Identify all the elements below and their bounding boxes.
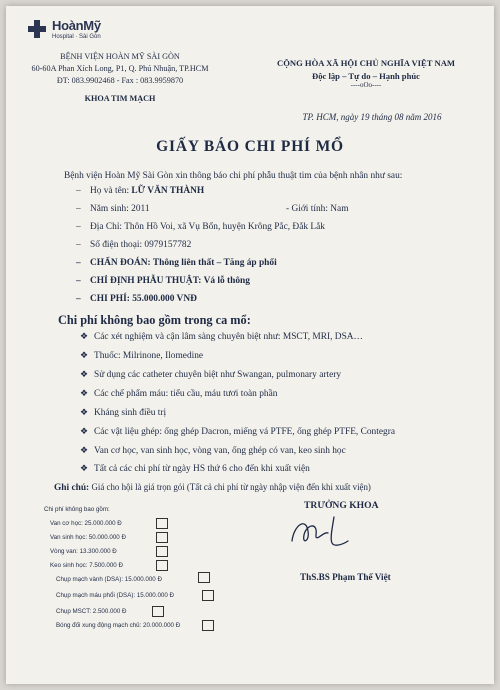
patient-birth-row: – Năm sinh: 2011 [76, 204, 150, 214]
document-date: TP. HCM, ngày 19 tháng 08 năm 2016 [302, 112, 442, 122]
republic-title: CỘNG HÒA XÃ HỘI CHỦ NGHĨA VIỆT NAM [276, 58, 456, 68]
list-item: ❖ Các xét nghiệm và cận lâm sàng chuyên biệt như: MSCT, MRI, DSA… [80, 331, 363, 342]
list-item: ❖ Tất cả các chi phí từ ngày HS thứ 6 cho đến khi xuất viện [80, 463, 310, 474]
hospital-name: BỆNH VIỆN HOÀN MỸ SÀI GÒN [60, 52, 180, 61]
list-item: Van cơ học: 25.000.000 Đ [50, 520, 122, 527]
logo-name: HoànMỹ [52, 18, 101, 33]
patient-phone: Số điện thoại: 0979157782 [90, 240, 192, 250]
list-item: Vòng van: 13.300.000 Đ [50, 548, 117, 555]
surgery-label: CHỈ ĐỊNH PHẪU THUẬT: [90, 276, 204, 286]
department: KHOA TIM MẠCH [84, 94, 156, 103]
document-title: GIẤY BÁO CHI PHÍ MỔ [156, 138, 344, 155]
checkbox[interactable] [156, 560, 168, 571]
list-item: ❖ Van cơ học, van sinh học, vòng van, ống ghép có van, keo sinh học [80, 445, 346, 456]
list-item: Van sinh học: 50.000.000 Đ [50, 534, 126, 541]
checkbox[interactable] [156, 532, 168, 543]
intro-text: Bệnh viện Hoàn Mỹ Sài Gòn xin thông báo chi phí phẫu thuật tim của bệnh nhân như sau: [64, 171, 403, 181]
diagnosis: Thông liên thất – Tăng áp phổi [152, 258, 277, 268]
list-item: Chụp MSCT: 2.500.000 Đ [56, 608, 127, 615]
patient-phone-row: – Số điện thoại: 0979157782 [76, 240, 192, 250]
list-item: Keo sinh học: 7.500.000 Đ [50, 562, 123, 569]
cross-icon [28, 20, 46, 38]
list-item: ❖ Thuốc: Milrinone, Ilomedine [80, 350, 204, 361]
checkbox[interactable] [202, 620, 214, 631]
checkbox[interactable] [198, 572, 210, 583]
sign-title: TRƯỞNG KHOA [304, 500, 379, 511]
patient-birth: Năm sinh: 2011 [90, 204, 150, 214]
surgery: Vá lỗ thông [203, 276, 250, 286]
motto: Độc lập – Tự do – Hạnh phúc [312, 71, 420, 81]
document-page [6, 6, 494, 684]
handwritten-title: Chi phí không bao gồm: [44, 506, 110, 513]
patient-name-label: Họ và tên: [90, 186, 132, 196]
cost-row: – CHI PHÍ: 55.000.000 VNĐ [76, 294, 197, 304]
motto-divider: ----oOo---- [350, 81, 382, 89]
note-row [54, 482, 371, 493]
doctor-name: ThS.BS Phạm Thế Việt [300, 572, 391, 582]
patient-name-row: – Họ và tên: LỮ VĂN THÀNH [76, 186, 205, 196]
logo-sub: Hospital · Sài Gòn [52, 34, 101, 40]
hospital-phone: ĐT: 083.9902468 - Fax : 083.9959870 [56, 76, 184, 85]
includes-title: Chi phí không bao gồm trong ca mổ: [58, 313, 251, 327]
list-item: ❖ Kháng sinh điều trị [80, 407, 167, 418]
list-item: Chụp mạch máu phổi (DSA): 15.000.000 Đ [56, 592, 174, 599]
list-item: Bóng đối xung động mạch chủ: 20.000.000 Đ [56, 622, 181, 629]
surgery-row: – CHỈ ĐỊNH PHẪU THUẬT: Vá lỗ thông [76, 276, 250, 286]
patient-gender: - Giới tính: Nam [286, 204, 349, 214]
note: Giá cho hội là giá trọn gói (Tất cả chi phí từ ngày nhập viện đến khi xuất viện) [91, 482, 371, 492]
patient-name: LỮ VĂN THÀNH [131, 186, 205, 196]
patient-address-row: – Địa Chỉ: Thôn Hồ Voi, xã Vụ Bổn, huyện Krông Pắc, Đắk Lắk [76, 222, 325, 232]
list-item: Chụp mạch vành (DSA): 15.000.000 Đ [56, 576, 162, 583]
patient-address: Địa Chỉ: Thôn Hồ Voi, xã Vụ Bổn, huyện Krông Pắc, Đắk Lắk [90, 222, 325, 232]
list-item: ❖ Sử dụng các catheter chuyên biệt như Swangan, pulmonary artery [80, 369, 342, 380]
checkbox[interactable] [156, 546, 168, 557]
cost: CHI PHÍ: 55.000.000 VNĐ [90, 294, 197, 304]
list-item: ❖ Các vật liệu ghép: ống ghép Dacron, miếng vá PTFE, ống ghép PTFE, Contegra [80, 426, 395, 437]
checkbox[interactable] [156, 518, 168, 529]
checkbox[interactable] [202, 590, 214, 601]
signature-icon [284, 511, 364, 555]
list-item: ❖ Các chế phẩm máu: tiểu cầu, máu tươi toàn phần [80, 388, 278, 399]
diagnosis-label: CHẨN ĐOÁN: [90, 258, 153, 268]
note-label: Ghi chú: [54, 483, 92, 493]
diagnosis-row: – CHẨN ĐOÁN: Thông liên thất – Tăng áp phổi [76, 258, 277, 268]
hospital-address: 60-60A Phan Xích Long, P1, Q. Phú Nhuận, TP.HCM [31, 64, 209, 73]
checkbox[interactable] [152, 606, 164, 617]
